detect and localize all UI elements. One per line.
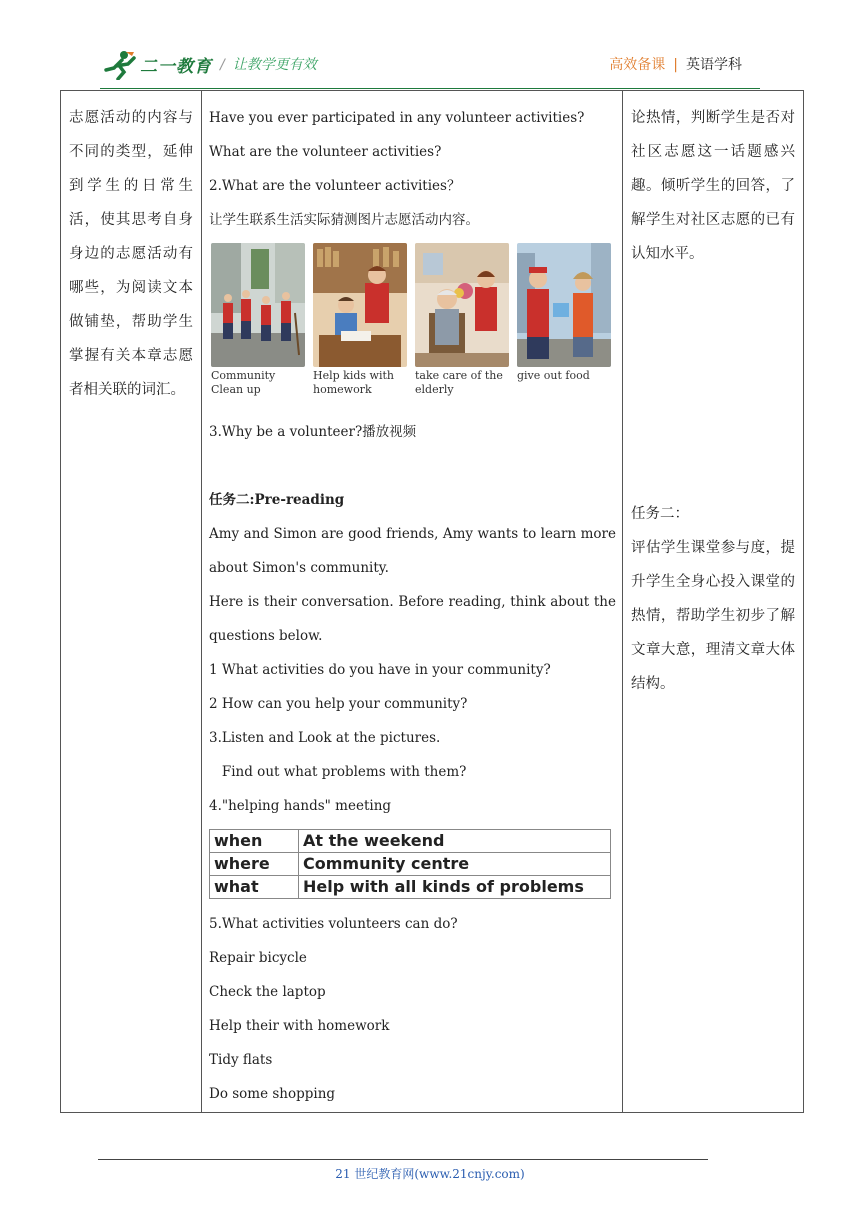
- paragraph: Here is their conversation. Before reading, think about the questions below.: [209, 594, 616, 644]
- right-evaluation-1: 论热情，判断学生是否对社区志愿这一话题感兴趣。倾听学生的回答，了解学生对社区志愿的已有认知水平。: [631, 110, 795, 262]
- paragraph: Amy and Simon are good friends, Amy wants to learn more about Simon's community.: [209, 526, 616, 576]
- task2-title: 任务二:Pre-reading: [209, 492, 345, 508]
- picture-caption: take care of the elderly: [415, 369, 503, 396]
- header-tags: [609, 54, 742, 74]
- tag-subject: 英语学科: [686, 57, 742, 73]
- question-line: 5.What activities volunteers can do?: [209, 916, 458, 932]
- right-evaluation-2: 评估学生课堂参与度，提升学生全身心投入课堂的热情，帮助学生初步了解文章大意，理清文章大体结构。: [631, 540, 795, 692]
- question-line: What are the volunteer activities?: [209, 144, 442, 160]
- picture-card: [313, 243, 407, 411]
- question-line: 3.Listen and Look at the pictures.: [209, 730, 441, 746]
- activity-item: Tidy flats: [209, 1052, 273, 1068]
- page-header: [100, 48, 760, 88]
- lesson-table: [60, 90, 804, 1113]
- blank-spacer: [209, 449, 616, 483]
- table-row: [210, 876, 611, 899]
- footer-text: 21 世纪教育网(www.21cnjy.com): [335, 1167, 525, 1181]
- why-volunteer-line: 3.Why be a volunteer?播放视频: [209, 424, 417, 440]
- question-line: 4."helping hands" meeting: [209, 798, 392, 814]
- activity-item: Repair bicycle: [209, 950, 307, 966]
- activity-item: Check the laptop: [209, 984, 326, 1000]
- question-line: 1 What activities do you have in your community?: [209, 662, 551, 678]
- picture-card: [517, 243, 611, 411]
- question-line: Find out what problems with them?: [209, 764, 467, 780]
- table-cell-value: At the weekend: [299, 830, 611, 853]
- cleanup-illustration-icon: [211, 243, 305, 367]
- picture-caption: Help kids with homework: [313, 369, 394, 396]
- table-cell-value: Help with all kinds of problems: [299, 876, 611, 899]
- header-divider: [100, 88, 760, 89]
- slogan-text: 让教学更有效: [232, 57, 317, 73]
- volunteer-pictures: [211, 243, 616, 411]
- table-cell-value: Community centre: [299, 853, 611, 876]
- left-column: [61, 91, 202, 1113]
- activity-item: Do some shopping: [209, 1086, 336, 1102]
- left-design-intent: 志愿活动的内容与不同的类型，延伸到学生的日常生活，使其思考自身身边的志愿活动有哪些，为阅读文本做铺垫，帮助学生掌握有关本章志愿者相关联的词汇。: [69, 110, 193, 398]
- meeting-info-table: [209, 829, 611, 899]
- blank-spacer: [623, 271, 803, 497]
- slogan: [220, 54, 317, 74]
- picture-caption: Community Clean up: [211, 369, 276, 396]
- footer-divider: [98, 1159, 708, 1160]
- elderly-care-illustration-icon: [415, 243, 509, 367]
- middle-column: [202, 91, 623, 1113]
- right-column: [623, 91, 804, 1113]
- food-illustration-icon: [517, 243, 611, 367]
- right-task2-label: 任务二：: [631, 506, 689, 522]
- table-row: [61, 91, 804, 1113]
- table-row: [210, 830, 611, 853]
- activity-item: Help their with homework: [209, 1018, 390, 1034]
- picture-caption: give out food: [517, 369, 590, 382]
- homework-illustration-icon: [313, 243, 407, 367]
- table-cell-key: what: [210, 876, 299, 899]
- question-line: Have you ever participated in any volunteer activities?: [209, 110, 585, 126]
- tag-efficient-prep: 高效备课: [609, 57, 666, 73]
- question-line: 2 How can you help your community?: [209, 696, 468, 712]
- picture-card: [211, 243, 305, 411]
- runner-logo-icon: [104, 50, 138, 80]
- instruction-line: 让学生联系生活实际猜测图片志愿活动内容。: [209, 212, 479, 228]
- logo-text: 二一教育: [140, 57, 212, 77]
- question-line: 2.What are the volunteer activities？: [209, 178, 461, 194]
- table-cell-key: where: [210, 853, 299, 876]
- picture-card: [415, 243, 509, 411]
- tag-separator: |: [673, 57, 678, 73]
- slogan-slash: /: [220, 57, 225, 73]
- table-row: [210, 853, 611, 876]
- table-cell-key: when: [210, 830, 299, 853]
